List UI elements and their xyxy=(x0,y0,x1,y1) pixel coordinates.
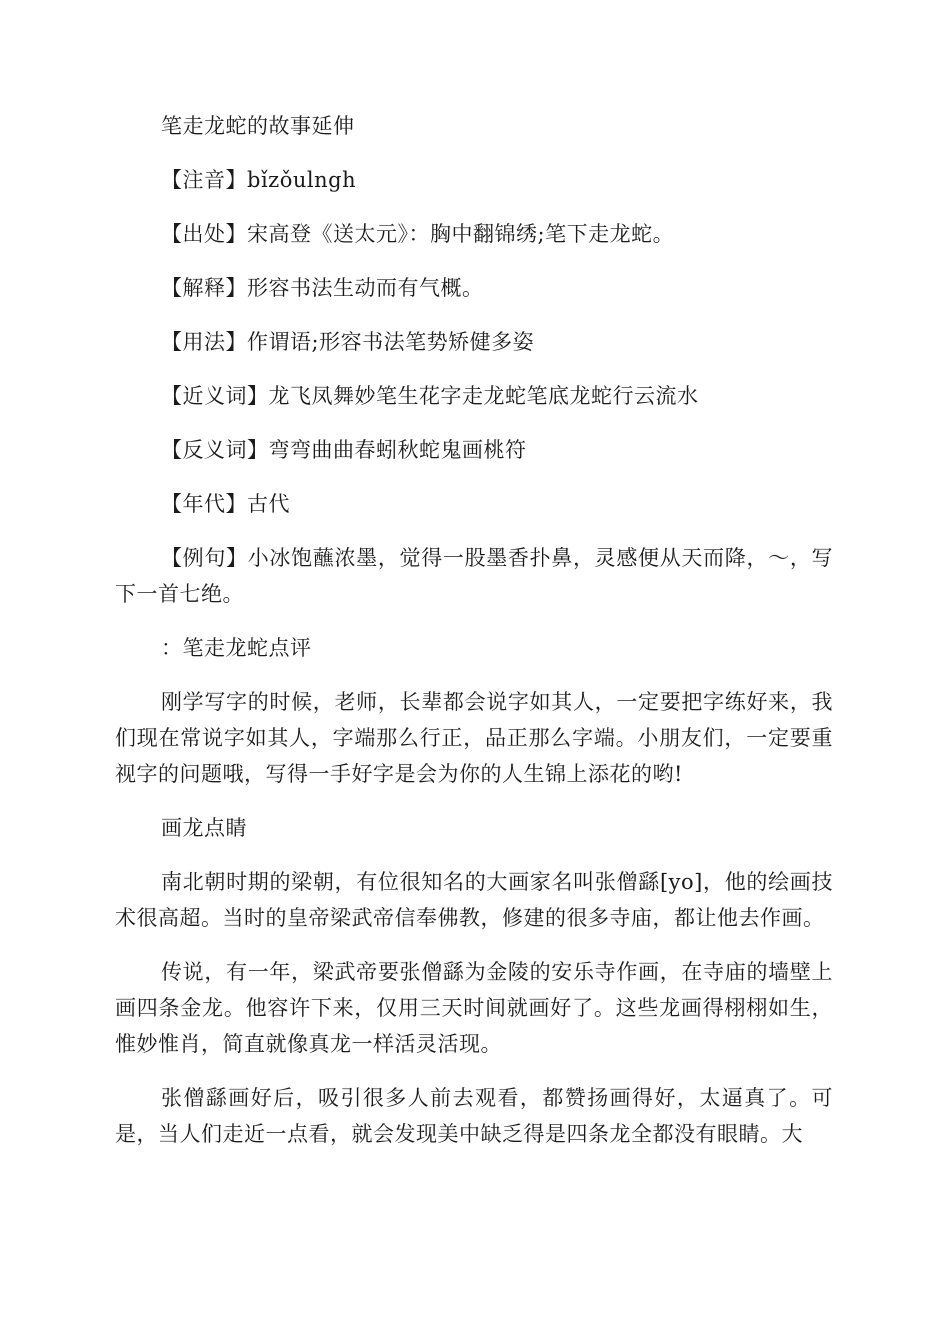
antonyms-line: 【反义词】弯弯曲曲春蚓秋蛇鬼画桃符 xyxy=(161,438,527,462)
usage-line: 【用法】作谓语;形容书法笔势矫健多姿 xyxy=(161,330,535,354)
example-paragraph: 【例句】小冰饱蘸浓墨，觉得一股墨香扑鼻，灵感便从天而降，～，写下一首七绝。 xyxy=(115,546,833,606)
explanation-line: 【解释】形容书法生动而有气概。 xyxy=(161,276,484,300)
synonyms-line: 【近义词】龙飞凤舞妙笔生花字走龙蛇笔底龙蛇行云流水 xyxy=(161,384,699,408)
story-paragraph-3: 张僧繇画好后，吸引很多人前去观看，都赞扬画得好，太逼真了。可是，当人们走近一点看，就会发现美中缺乏得是四条龙全都没有眼睛。大 xyxy=(115,1086,833,1146)
story-paragraph-2: 传说，有一年，梁武帝要张僧繇为金陵的安乐寺作画，在寺庙的墙壁上画四条金龙。他容许下来，仅用三天时间就画好了。这些龙画得栩栩如生，惟妙惟肖，简直就像真龙一样活灵活现。 xyxy=(115,960,833,1056)
era-line: 【年代】古代 xyxy=(161,492,290,516)
document-page xyxy=(115,108,833,1170)
section-title: 笔走龙蛇的故事延伸 xyxy=(161,114,355,138)
pronunciation-line: 【注音】bǐzǒulngh xyxy=(161,168,357,192)
story-paragraph-1: 南北朝时期的梁朝，有位很知名的大画家名叫张僧繇[yo]，他的绘画技术很高超。当时的皇帝梁武帝信奉佛教，修建的很多寺庙，都让他去作画。 xyxy=(115,870,833,930)
review-paragraph: 刚学写字的时候，老师，长辈都会说字如其人，一定要把字练好来，我们现在常说字如其人，字端那么行正，品正那么字端。小朋友们，一定要重视字的问题哦，写得一手好字是会为你的人生锦上添花的哟! xyxy=(115,690,833,786)
source-line: 【出处】宋高登《送太元》：胸中翻锦绣;笔下走龙蛇。 xyxy=(161,222,675,246)
story-heading: 画龙点睛 xyxy=(161,816,247,840)
review-heading: ：笔走龙蛇点评 xyxy=(161,636,312,660)
